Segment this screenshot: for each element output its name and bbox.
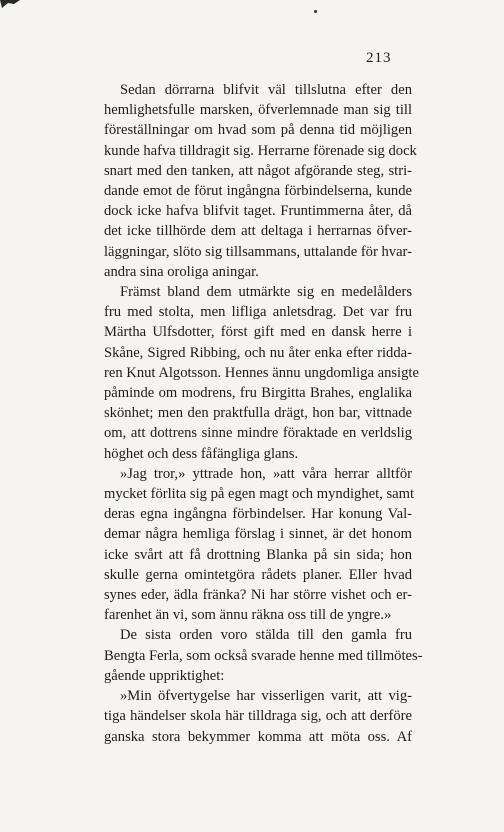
body-text (104, 80, 423, 747)
text-line: påminde om modrens, fru Birgitta Brahes, englalika (104, 385, 412, 402)
text-line: Främst bland dem utmärkte sig en medelålders (120, 284, 412, 301)
text-line: »Min öfvertygelse har visserligen varit, att vig- (120, 688, 412, 705)
text-line: Märtha Ulfsdotter, först gift med en dansk herre i (104, 324, 412, 341)
text-line: det icke tillhörde dem att deltaga i herrarnas öfver- (104, 223, 412, 240)
text-line: dande emot de förut ingångna förbindelserna, kunde (104, 183, 412, 200)
text-line: skönhet; men den praktfulla drägt, hon bar, vittnade (104, 405, 412, 422)
text-line: om, att dottrens sinne mindre föraktade en verldslig (104, 425, 412, 442)
text-line: läggningar, slöto sig tillsammans, uttalande för hvar- (104, 243, 412, 260)
text-line: föreställningar om hvad som på denna tid möjligen (104, 122, 412, 139)
text-line: hemlighetsfulle marsken, öfverlemnade man sig till (104, 102, 412, 119)
text-line: deras egna ingångna förbindelser. Har konung Val- (104, 506, 412, 523)
text-line: »Jag tror,» yttrade hon, »att våra herrar alltför (120, 465, 412, 482)
text-line: kunde hafva tilldragit sig. Herrarne förenade sig dock (104, 142, 417, 159)
text-line: farenhet än vi, som ännu räkna oss till de yngre.» (104, 607, 392, 624)
text-line: demar några hemliga förslag i sinnet, är det honom (104, 526, 412, 543)
text-line: andra sina oroliga aningar. (104, 263, 259, 280)
ink-corner-mark (0, 0, 22, 10)
text-line: tiga händelser skola här tilldraga sig, och att derföre (104, 708, 412, 725)
text-line: Sedan dörrarna blifvit väl tillslutna efter den (120, 82, 412, 98)
text-line: Bengta Ferla, som också svarade henne med tillmötes- (104, 647, 423, 664)
text-line: höghet och dess fåfängliga glans. (104, 445, 299, 462)
text-line: ren Knut Algotsson. Hennes ännu ungdomliga ansigte (104, 364, 419, 381)
text-line: snart med den tanken, att något afgörande steg, stri- (104, 162, 412, 179)
text-line: skulle gerna omintetgöra rådets planer. Eller hvad (104, 566, 412, 583)
text-line: mycket förlita sig på egen magt och myndighet, samt (104, 486, 415, 503)
text-line: fru med stolta, men lifliga anletsdrag. Det var fru (104, 304, 412, 321)
text-line: icke svårt att få drottning Blanka på sin sida; hon (104, 546, 412, 563)
text-line: dock icke hafva blifvit taget. Fruntimmerna åter, då (104, 203, 412, 220)
page-number: 213 (366, 50, 392, 66)
text-line: De sista orden voro stälda till den gamla fru (120, 627, 412, 644)
ink-speck (314, 10, 317, 13)
text-line: gående uppriktighet: (104, 667, 225, 684)
text-line: Skåne, Sigred Ribbing, och nu åter enka efter ridda- (104, 344, 412, 361)
text-line: synes eder, ädla fränka? Ni har större vishet och er- (104, 587, 412, 604)
text-line: ganska stora bekymmer komma att möta oss. Af (104, 728, 412, 745)
